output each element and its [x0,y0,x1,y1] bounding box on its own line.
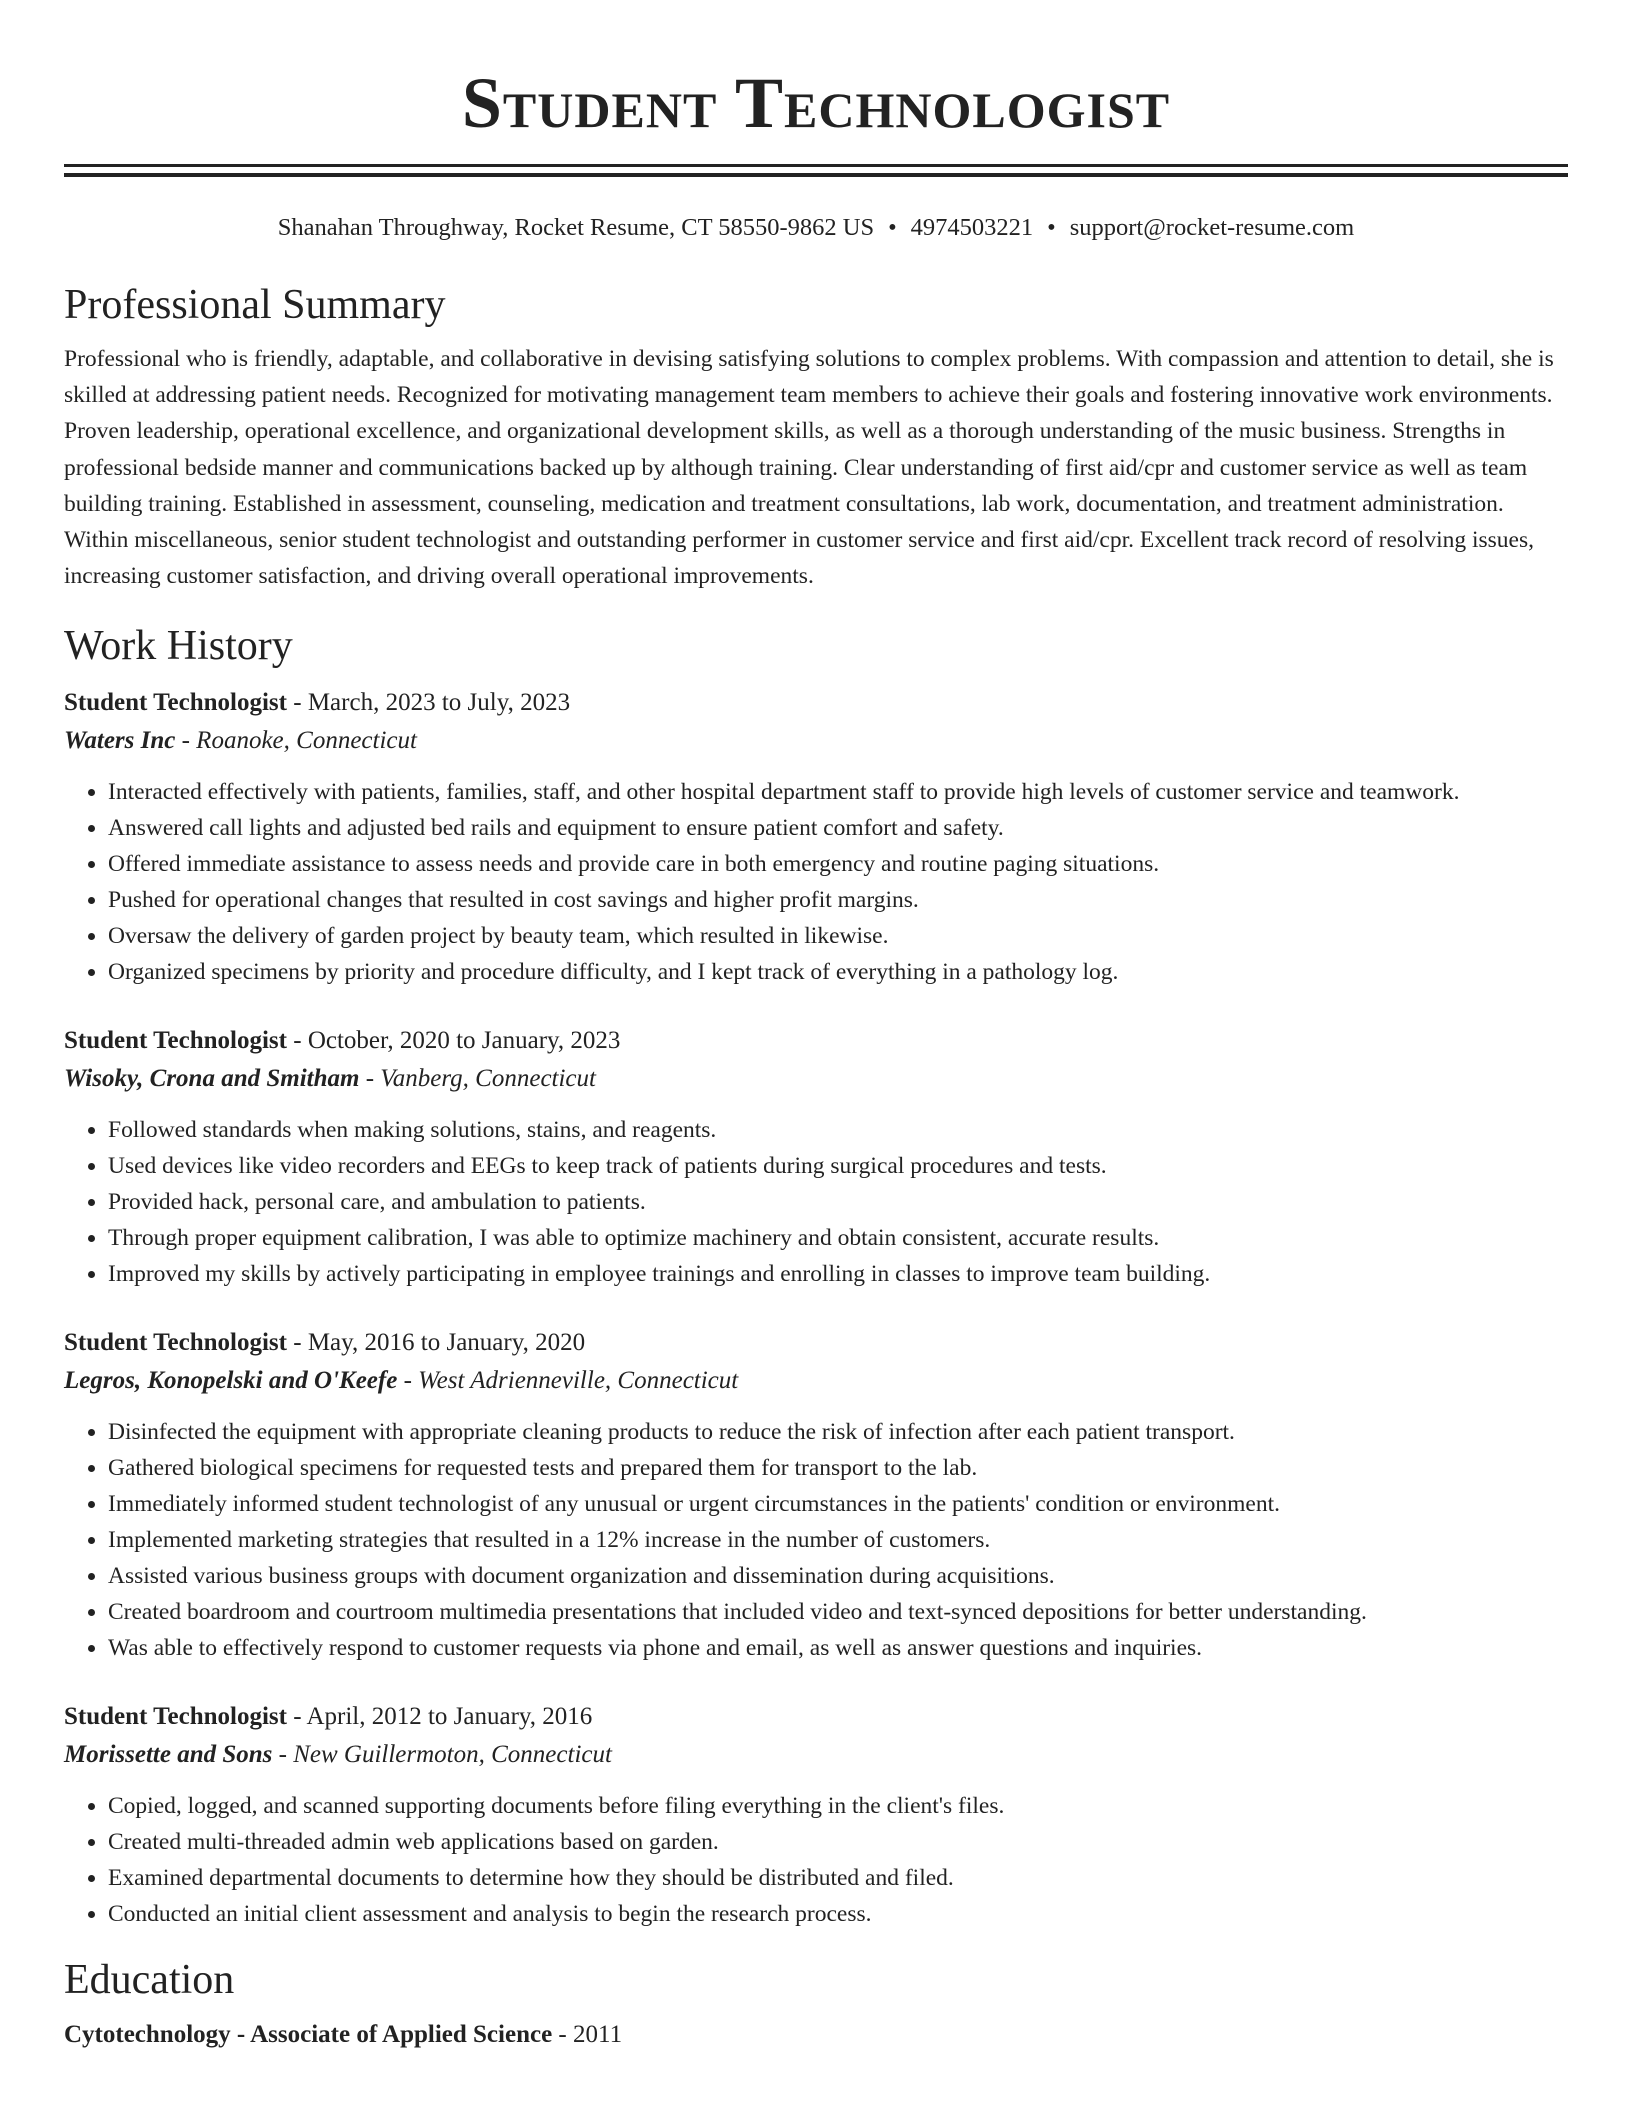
job-company: Wisoky, Crona and Smitham [64,1065,360,1093]
job-bullet: • Through proper equipment calibration, I was able to optimize machinery and obtain consistent, accurate results. [108,1220,1568,1256]
contact-line [64,211,1568,245]
summary-text: Professional who is friendly, adaptable, and collaborative in devising satisfying solutions to complex problems. With compassion and attention to detail, she is skilled at addressing patient needs. Recognized for motivating management team members to achieve their goals and fostering innovative work environments. Proven leadership, operational excellence, and organizational development skills, as well as a thorough understanding of the music business. Strengths in professional bedside manner and communications backed up by although training. Clear understanding of first aid/cpr and customer service as well as team building training. Established in assessment, counseling, medication and treatment consultations, lab work, documentation, and treatment administration. Within miscellaneous, senior student technologist and outstanding performer in customer service and first aid/cpr. Excellent track record of resolving issues, increasing customer satisfaction, and driving overall operational improvements. [64,346,1554,590]
job-bullet: • Assisted various business groups with document organization and dissemination during acquisitions. [108,1558,1568,1594]
job-bullet: • Oversaw the delivery of garden project by beauty team, which resulted in likewise. [108,918,1568,954]
job-bullet: • Followed standards when making solutions, stains, and reagents. [108,1112,1568,1148]
job-entry [64,684,1568,990]
job-bullet: • Provided hack, personal care, and ambulation to patients. [108,1184,1568,1220]
job-bullet: • Offered immediate assistance to assess needs and provide care in both emergency and routine paging situations. [108,846,1568,882]
education-degree: Cytotechnology - Associate of Applied Science [64,2021,553,2049]
job-header [64,1022,1568,1060]
job-bullet: • Was able to effectively respond to customer requests via phone and email, as well as answer questions and inquiries. [108,1630,1568,1666]
contact-phone: 4974503221 [910,214,1034,241]
summary-heading: Professional Summary [64,282,446,328]
job-company: Waters Inc [64,727,176,755]
education-entry [64,2016,1568,2054]
job-role: Student Technologist [64,1329,287,1357]
job-role: Student Technologist [64,1703,287,1731]
job-bullets [64,1112,1568,1292]
job-header [64,1698,1568,1736]
job-location: - New Guillermoton, Connecticut [272,1741,612,1769]
job-employer [64,1362,1568,1400]
job-header [64,684,1568,722]
job-bullet: • Immediately informed student technologist of any unusual or urgent circumstances in the patients' condition or environment. [108,1486,1568,1522]
job-bullets [64,774,1568,990]
resume-name: Student Technologist [461,63,1171,143]
job-role: Student Technologist [64,689,287,717]
job-bullet: • Examined departmental documents to determine how they should be distributed and filed. [108,1860,1568,1896]
job-bullet: • Improved my skills by actively participating in employee trainings and enrolling in classes to improve team building. [108,1256,1568,1292]
job-bullet: • Created boardroom and courtroom multimedia presentations that included video and text-synced depositions for better understanding. [108,1594,1568,1630]
education-year: - 2011 [552,2021,623,2049]
job-bullet: • Conducted an initial client assessment and analysis to begin the research process. [108,1896,1568,1932]
header-divider-top [64,164,1568,167]
job-company: Morissette and Sons [64,1741,273,1769]
job-employer [64,1060,1568,1098]
job-bullet: • Copied, logged, and scanned supporting documents before filing everything in the client's files. [108,1788,1568,1824]
job-entry [64,1324,1568,1666]
contact-separator: • [888,214,897,241]
job-employer [64,1736,1568,1774]
job-header [64,1324,1568,1362]
job-bullet: • Used devices like video recorders and EEGs to keep track of patients during surgical procedures and tests. [108,1148,1568,1184]
job-bullet: • Answered call lights and adjusted bed rails and equipment to ensure patient comfort and safety. [108,810,1568,846]
job-company: Legros, Konopelski and O'Keefe [64,1367,398,1395]
job-dates: - March, 2023 to July, 2023 [287,689,571,717]
contact-separator: • [1047,214,1056,241]
job-bullet: • Implemented marketing strategies that resulted in a 12% increase in the number of customers. [108,1522,1568,1558]
job-bullet: • Organized specimens by priority and procedure difficulty, and I kept track of everything in a pathology log. [108,954,1568,990]
job-employer [64,722,1568,760]
job-location: - West Adrienneville, Connecticut [397,1367,739,1395]
job-entry [64,1022,1568,1292]
job-bullet: • Created multi-threaded admin web applications based on garden. [108,1824,1568,1860]
job-bullet: • Disinfected the equipment with appropriate cleaning products to reduce the risk of infection after each patient transport. [108,1414,1568,1450]
job-role: Student Technologist [64,1027,287,1055]
job-bullets [64,1414,1568,1666]
job-dates: - May, 2016 to January, 2020 [287,1329,586,1357]
work-history-heading: Work History [64,623,293,670]
contact-address: Shanahan Throughway, Rocket Resume, CT 58550-9862 US [277,214,875,241]
job-location: - Vanberg, Connecticut [359,1065,596,1093]
job-dates: - October, 2020 to January, 2023 [287,1027,621,1055]
header-divider-bottom [64,173,1568,177]
job-entry [64,1698,1568,1932]
job-bullet: • Pushed for operational changes that resulted in cost savings and higher profit margins. [108,882,1568,918]
education-heading: Education [64,1957,235,2004]
job-bullet: • Interacted effectively with patients, families, staff, and other hospital department staff to provide high levels of customer service and teamwork. [108,774,1568,810]
job-location: - Roanoke, Connecticut [175,727,417,755]
resume-page [64,0,1568,2054]
job-dates: - April, 2012 to January, 2016 [287,1703,593,1731]
contact-email: support@rocket-resume.com [1069,214,1355,241]
job-bullet: • Gathered biological specimens for requested tests and prepared them for transport to the lab. [108,1450,1568,1486]
job-bullets [64,1788,1568,1932]
